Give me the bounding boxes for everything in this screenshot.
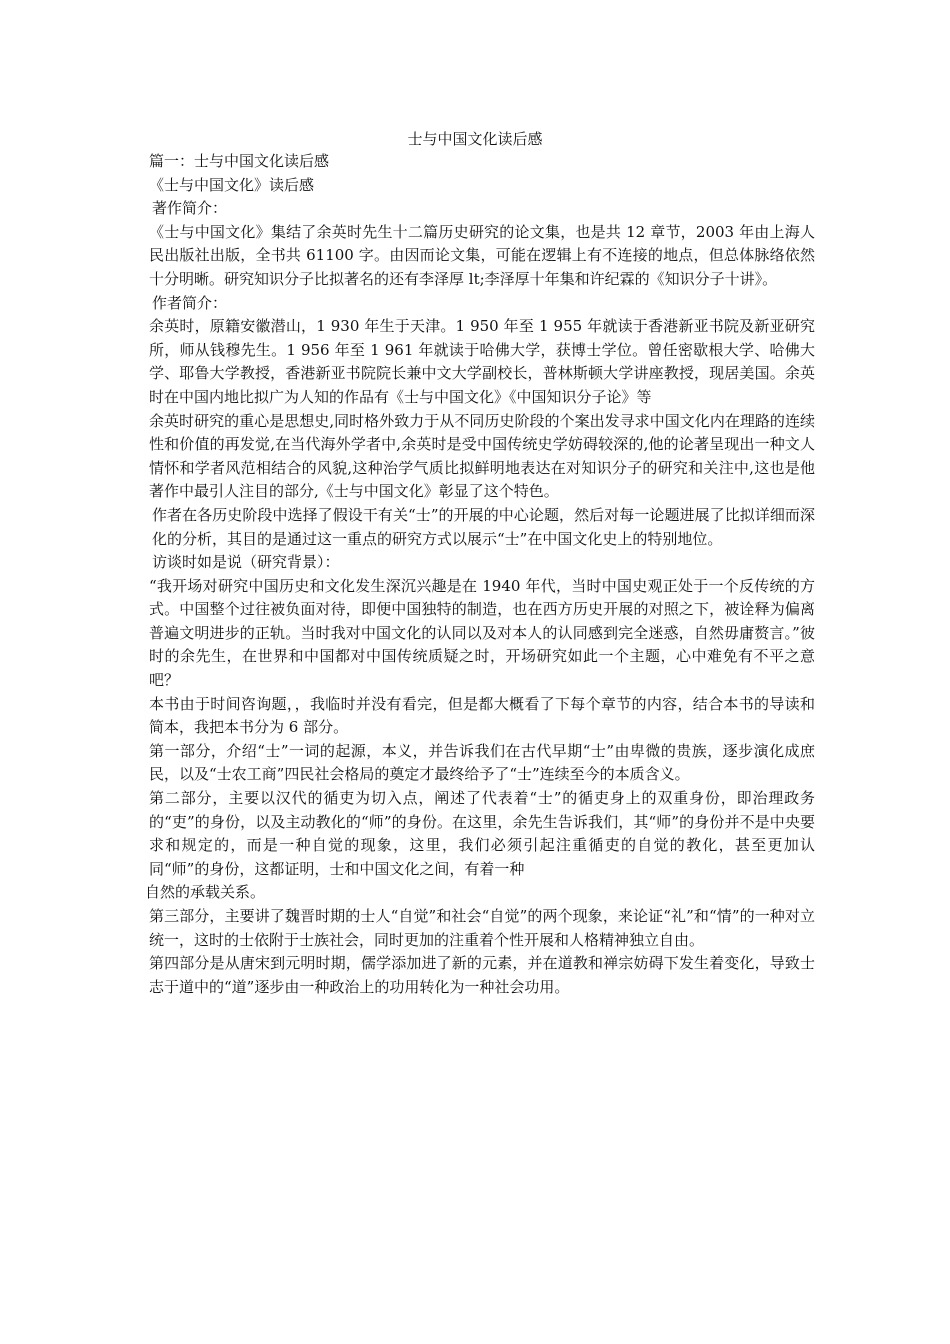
paragraph: “我开场对研究中国历史和文化发生深沉兴趣是在 1940 年代，当时中国史观正处于一个反传统的方式。中国整个过往被负面对待，即便中国独特的制造，也在西方历史开展的对照之下，被诠释为偏离普遍文明进步的正轨。当时我对中国文化的认同以及对本人的认同感到完全迷惑，自然毋庸赘言。”彼时的余先生，在世界和中国都对中国传统质疑之时，开场研究如此一个主题，心中难免有不平之意吧？ [149, 576, 815, 690]
paragraph-section-label: 作者简介： [152, 293, 228, 312]
paragraph-section-label: 访谈时如是说（研究背景）： [152, 553, 340, 572]
paragraph: 作者在各历史阶段中选择了假设干有关“士”的开展的中心论题，然后对每一论题进展了比拟详细而深化的分析，其目的是通过这一重点的研究方式以展示“士”在中国文化史上的特别地位。 [152, 505, 815, 548]
document-body [145, 150, 815, 999]
paragraph-continuation: 自然的承载关系。 [145, 883, 266, 902]
paragraph: 第二部分，主要以汉代的循吏为切入点，阐述了代表着“士”的循吏身上的双重身份，即治理政务的“吏”的身份，以及主动教化的“师”的身份。在这里，余先生告诉我们，其“师”的身份并不是中央要求和规定的，而是一种自觉的现象，这里，我们必须引起注重循吏的自觉的教化，甚至更加认同“师”的身份，这都证明，士和中国文化之间，有着一种 [149, 789, 815, 878]
paragraph-heading-1: 篇一：士与中国文化读后感 [149, 152, 330, 170]
paragraph: 第四部分是从唐宋到元明时期，儒学添加进了新的元素，并在道教和禅宗妨碍下发生着变化，导致士志于道中的“道”逐步由一种政治上的功用转化为一种社会功用。 [149, 954, 815, 996]
paragraph-heading-2: 《士与中国文化》读后感 [149, 175, 315, 194]
paragraph: 本书由于时间咨询题，，我临时并没有看完，但是都大概看了下每个章节的内容，结合本书的导读和简本，我把本书分为 6 部分。 [149, 694, 815, 737]
paragraph: 《士与中国文化》集结了余英时先生十二篇历史研究的论文集，也是共 12 章节，2003 年由上海人民出版社出版，全书共 61100 字。由因而论文集，可能在逻辑上有不连接的地点，但总体脉络依然十分明晰。研究知识分子比拟著名的还有李泽厚 lt;李泽厚十年集和许纪霖的《知识分子十讲》。 [149, 222, 815, 288]
document-title: 士与中国文化读后感 [407, 130, 543, 148]
paragraph: 余英时，原籍安徽潜山，1 930 年生于天津。1 950 年至 1 955 年就读于香港新亚书院及新亚研究所，师从钱穆先生。1 956 年至 1 961 年就读于哈佛大学，获博士学位。曾任密歇根大学、哈佛大学、耶鲁大学教授，香港新亚书院院长兼中文大学副校长，普林斯顿大学讲座教授，现居美国。余英时在中国内地比拟广为人知的作品有《士与中国文化》《中国知识分子论》等 [149, 317, 815, 406]
paragraph: 余英时研究的重心是思想史,同时格外致力于从不同历史阶段的个案出发寻求中国文化内在理路的连续性和价值的再发觉,在当代海外学者中,余英时是受中国传统史学妨碍较深的,他的论著呈现出一种文人情怀和学者风范相结合的风貌,这种治学气质比拟鲜明地表达在对知识分子的研究和关注中,这也是他著作中最引人注目的部分,《士与中国文化》彰显了这个特色。 [149, 411, 815, 501]
paragraph-section-label: 著作简介： [152, 199, 228, 218]
paragraph: 第一部分，介绍“士”一词的起源，本义，并告诉我们在古代早期“士”由卑微的贵族，逐步演化成庶民，以及“士农工商”四民社会格局的奠定才最终给予了“士”连续至今的本质含义。 [149, 741, 815, 784]
paragraph: 第三部分，主要讲了魏晋时期的士人“自觉”和社会“自觉”的两个现象，来论证“礼”和“情”的一种对立统一，这时的士依附于士族社会，同时更加的注重着个性开展和人格精神独立自由。 [149, 907, 815, 949]
